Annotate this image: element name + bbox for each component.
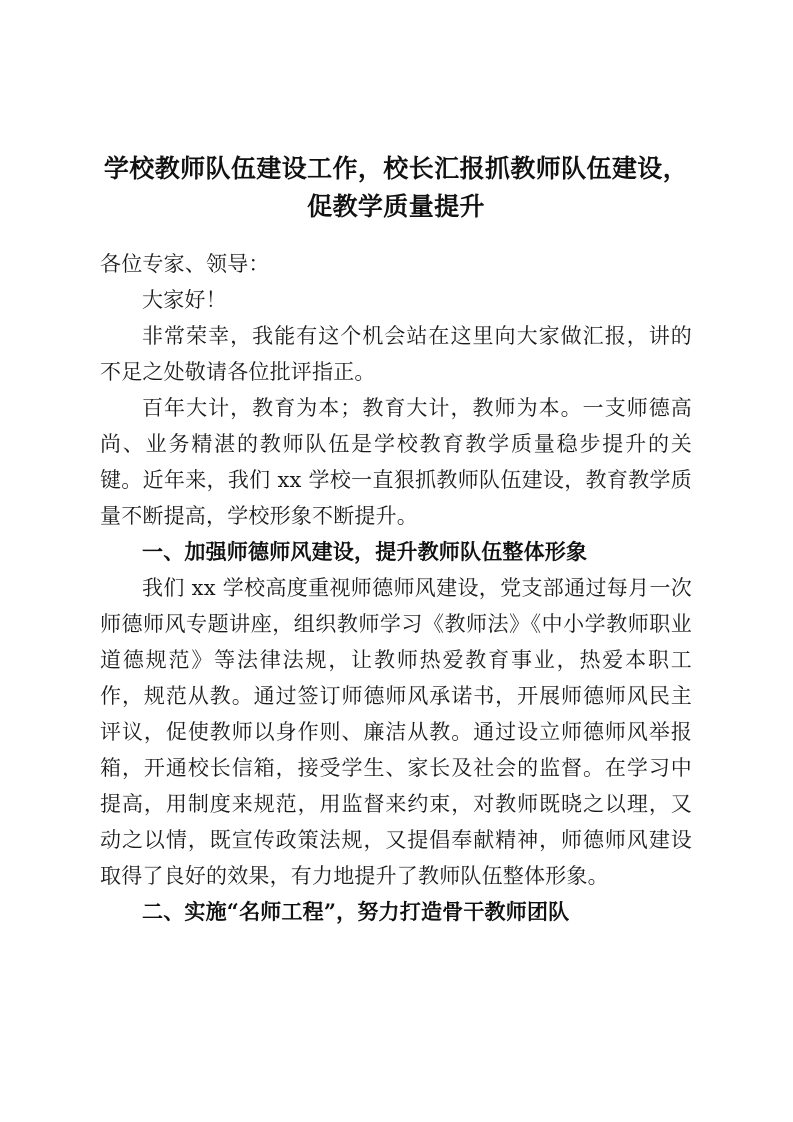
background-paragraph: 百年大计，教育为本；教育大计，教师为本。一支师德高尚、业务精湛的教师队伍是学校教育教学质量稳步提升的关键。近年来，我们 xx 学校一直狠抓教师队伍建设，教育教学质量不断提高，学校形象不断提升。 <box>100 396 692 528</box>
greeting-paragraph: 大家好！ <box>142 288 227 312</box>
salutation-line: 各位专家、领导： <box>100 252 270 276</box>
document-body <box>100 150 692 930</box>
intro-paragraph: 非常荣幸，我能有这个机会站在这里向大家做汇报，讲的不足之处敬请各位批评指正。 <box>100 324 692 384</box>
page-title: 学校教师队伍建设工作，校长汇报抓教师队伍建设，促教学质量提升 <box>103 154 689 221</box>
section-heading-two: 二、实施“名师工程”，努力打造骨干教师团队 <box>142 899 570 924</box>
section-heading-one: 一、加强师德师风建设，提升教师队伍整体形象 <box>142 539 588 564</box>
section-one-paragraph: 我们 xx 学校高度重视师德师风建设，党支部通过每月一次师德师风专题讲座，组织教师学习《教师法》《中小学教师职业道德规范》等法律法规，让教师热爱教育事业，热爱本职工作，规范从教。通过签订师德师风承诺书，开展师德师风民主评议，促使教师以身作则、廉洁从教。通过设立师德师风举报箱，开通校长信箱，接受学生、家长及社会的监督。在学习中提高，用制度来规范，用监督来约束，对教师既晓之以理，又动之以情，既宣传政策法规，又提倡奉献精神，师德师风建设取得了良好的效果，有力地提升了教师队伍整体形象。 <box>100 576 692 888</box>
